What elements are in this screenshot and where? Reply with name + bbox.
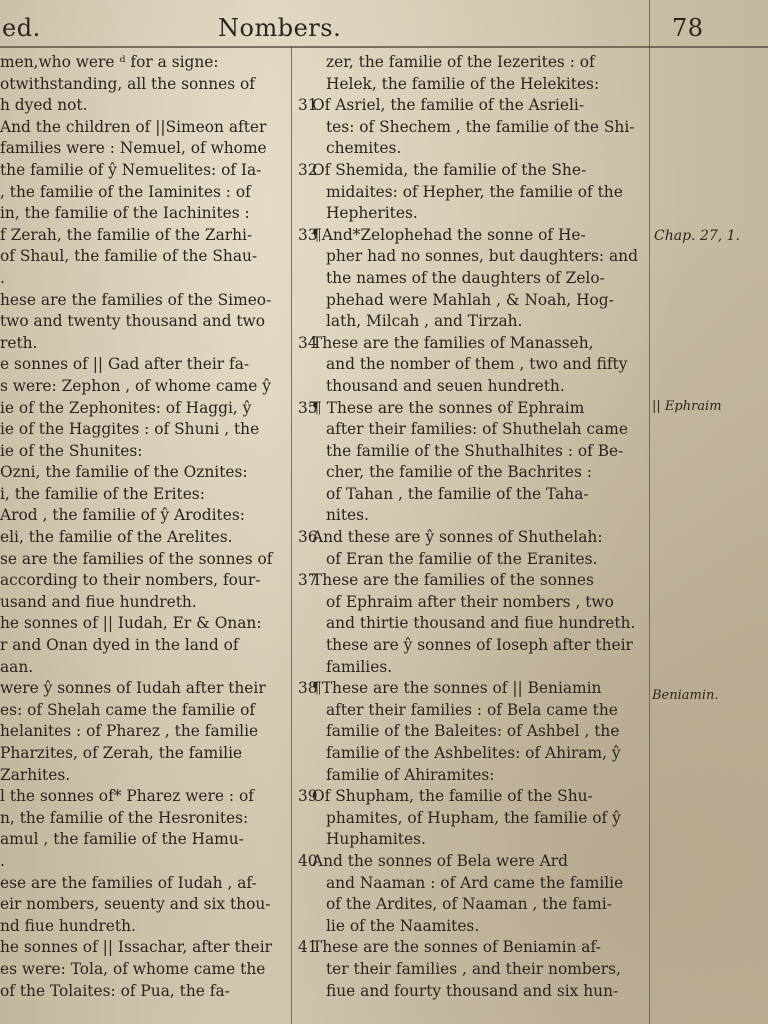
verse-text: lie of the Naamites.	[326, 916, 480, 935]
middle-column-line	[298, 398, 648, 420]
left-column-line: eli, the familie of the Arelites.	[0, 528, 233, 547]
verse-text: Of Shupham, the familie of the Shu-	[312, 787, 593, 806]
header-left-fragment: ed.	[2, 14, 41, 42]
verse-text: of Tahan , the familie of the Taha-	[326, 484, 589, 503]
margin-note-ephraim: || Ephraim	[652, 399, 722, 414]
middle-column-line	[298, 959, 648, 981]
middle-column-line	[298, 570, 648, 592]
left-column-line: es: of Shelah came the familie of	[0, 700, 256, 719]
left-column-line: hese are the families of the Simeo-	[0, 290, 272, 309]
left-column-line: amul , the familie of the Hamu-	[0, 830, 244, 849]
verse-text: these are ŷ sonnes of Ioseph after their	[326, 636, 633, 655]
middle-column-line	[298, 52, 648, 74]
verse-text: of Eran the familie of the Eranites.	[326, 549, 598, 568]
verse-text: These are the families of Manasseh,	[312, 333, 594, 352]
verse-text: fiue and fourty thousand and six hun-	[326, 981, 619, 1000]
verse-text: familie of Ahiramites:	[326, 765, 495, 784]
middle-column-line	[298, 657, 648, 679]
middle-column-line	[298, 376, 648, 398]
left-column-line: ie of the Haggites : of Shuni , the	[0, 420, 260, 439]
left-column-line: .	[0, 851, 5, 870]
verse-number: 40	[298, 851, 318, 870]
left-column-line: , the familie of the Iaminites : of	[0, 182, 251, 201]
left-column-line: .	[0, 268, 5, 287]
verse-text: These are the sonnes of Beniamin af-	[312, 938, 601, 957]
left-column-line: in, the familie of the Iachinites :	[0, 204, 250, 223]
page-number: 78	[672, 14, 704, 42]
verse-number: 35	[298, 398, 318, 417]
verse-text: Huphamites.	[326, 830, 426, 849]
verse-number: 32	[298, 160, 318, 179]
verse-number: 31	[298, 96, 318, 115]
left-column-line: r and Onan dyed in the land of	[0, 636, 239, 655]
left-column-line: men,who were ᵈ for a signe:	[0, 53, 219, 71]
left-column-line: n, the familie of the Hesronites:	[0, 808, 249, 827]
middle-column-line	[298, 74, 648, 96]
left-column-line: aan.	[0, 657, 34, 676]
left-column-line: families were : Nemuel, of whome	[0, 139, 267, 158]
left-column-line: f Zerah, the familie of the Zarhi-	[0, 225, 253, 244]
left-column-line: es were: Tola, of whome came the	[0, 959, 266, 978]
middle-column-line	[298, 246, 648, 268]
middle-column-line	[298, 678, 648, 700]
middle-column-line	[298, 311, 648, 333]
middle-column	[298, 52, 648, 1002]
middle-column-line	[298, 851, 648, 873]
left-column-line: Pharzites, of Zerah, the familie	[0, 744, 243, 762]
left-column-line: he sonnes of || Issachar, after their	[0, 938, 273, 957]
middle-column-line	[298, 182, 648, 204]
middle-column-line	[298, 786, 648, 808]
verse-text: ¶These are the sonnes of || Beniamin	[312, 679, 602, 698]
middle-column-line	[298, 138, 648, 160]
left-column-line: he sonnes of || Iudah, Er & Onan:	[0, 614, 262, 633]
left-column-line: otwithstanding, all the sonnes of	[0, 74, 255, 93]
middle-column-line	[298, 462, 648, 484]
middle-column-line	[298, 203, 648, 225]
verse-number: 34	[298, 333, 318, 352]
middle-column-line	[298, 743, 648, 765]
left-column-line: Arod , the familie of ŷ Arodites:	[0, 506, 245, 525]
middle-column-line	[298, 829, 648, 851]
left-column-line: And the children of ||Simeon after	[0, 117, 267, 136]
left-column-line: se are the families of the sonnes of	[0, 549, 273, 568]
left-column-line: of Shaul, the familie of the Shau-	[0, 247, 258, 266]
verse-text: And these are ŷ sonnes of Shuthelah:	[312, 528, 603, 547]
verse-text: of the Ardites, of Naaman , the fami-	[326, 895, 612, 914]
left-column-line: e sonnes of || Gad after their fa-	[0, 355, 250, 374]
verse-text: the names of the daughters of Zelo-	[326, 268, 605, 287]
verse-text: lath, Milcah , and Tirzah.	[326, 312, 523, 331]
middle-column-line	[298, 613, 648, 635]
verse-number: 36	[298, 528, 318, 547]
middle-column-line	[298, 290, 648, 312]
verse-text: and thirtie thousand and fiue hundreth.	[326, 614, 636, 633]
middle-column-line	[298, 484, 648, 506]
verse-text: chemites.	[326, 139, 402, 158]
middle-column-line	[298, 527, 648, 549]
verse-text: Of Shemida, the familie of the She-	[312, 160, 587, 179]
left-column-line: were ŷ sonnes of Iudah after their	[0, 679, 266, 698]
margin-note-chap: Chap. 27, 1.	[654, 228, 741, 244]
left-column-line: Zarhites.	[0, 765, 71, 784]
middle-column-line	[298, 700, 648, 722]
middle-column-line	[298, 354, 648, 376]
middle-column-line	[298, 721, 648, 743]
verse-text: and Naaman : of Ard came the familie	[326, 873, 624, 892]
verse-text: Of Asriel, the familie of the Asrieli-	[312, 96, 585, 115]
margin-divider	[649, 0, 650, 1024]
verse-number: 39	[298, 787, 318, 806]
left-column-line: l the sonnes of* Pharez were : of	[0, 787, 254, 806]
verse-text: and the nomber of them , two and fifty	[326, 355, 628, 374]
verse-text: familie of the Baleites: of Ashbel , the	[326, 722, 620, 741]
middle-column-line	[298, 592, 648, 614]
verse-text: phehad were Mahlah , & Noah, Hog-	[326, 290, 614, 309]
verse-text: phamites, of Hupham, the familie of ŷ	[326, 808, 621, 827]
verse-text: ¶And*Zelophehad the sonne of He-	[312, 225, 586, 244]
verse-text: familie of the Ashbelites: of Ahiram, ŷ	[326, 744, 621, 762]
middle-column-line	[298, 635, 648, 657]
verse-number: 38	[298, 679, 318, 698]
verse-text: the familie of the Shuthalhites : of Be-	[326, 441, 624, 460]
left-column-line: reth.	[0, 333, 38, 352]
middle-column-line	[298, 505, 648, 527]
left-column-line: ie of the Shunites:	[0, 441, 143, 460]
middle-column-line	[298, 549, 648, 571]
verse-text: nites.	[326, 506, 369, 525]
left-column-line: s were: Zephon , of whome came ŷ	[0, 376, 271, 395]
middle-column-line	[298, 937, 648, 959]
verse-text: pher had no sonnes, but daughters: and	[326, 247, 638, 266]
left-column-line: two and twenty thousand and two	[0, 312, 265, 331]
margin-note-beniamin: Beniamin.	[652, 688, 719, 703]
middle-column-line	[298, 894, 648, 916]
left-column-line: according to their nombers, four-	[0, 571, 261, 590]
middle-column-line	[298, 225, 648, 247]
left-column-line: the familie of ŷ Nemuelites: of Ia-	[0, 160, 262, 179]
left-column	[0, 52, 286, 1002]
verse-text: ¶ These are the sonnes of Ephraim	[312, 398, 585, 417]
middle-column-line	[298, 765, 648, 787]
verse-text: midaites: of Hepher, the familie of the	[326, 182, 623, 201]
verse-text: And the sonnes of Bela were Ard	[312, 851, 568, 870]
running-title: Nombers.	[218, 14, 342, 42]
verse-number: 33	[298, 225, 318, 244]
left-column-line: eir nombers, seuenty and six thou-	[0, 895, 271, 914]
verse-number: 41	[298, 938, 318, 957]
left-column-line: helanites : of Pharez , the familie	[0, 722, 259, 741]
verse-text: Helek, the familie of the Helekites:	[326, 74, 600, 93]
middle-column-line	[298, 441, 648, 463]
left-column-line: of the Tolaites: of Pua, the fa-	[0, 981, 230, 1000]
verse-text: after their families : of Bela came the	[326, 700, 618, 719]
column-divider	[291, 46, 292, 1024]
verse-text: ter their families , and their nombers,	[326, 959, 621, 978]
verse-text: zer, the familie of the Iezerites : of	[326, 53, 595, 71]
middle-column-line	[298, 981, 648, 1003]
verse-text: thousand and seuen hundreth.	[326, 376, 565, 395]
verse-text: after their families: of Shuthelah came	[326, 420, 628, 439]
middle-column-line	[298, 873, 648, 895]
verse-text: Hepherites.	[326, 204, 418, 223]
verse-text: cher, the familie of the Bachrites :	[326, 463, 592, 482]
left-column-line: Ozni, the familie of the Oznites:	[0, 463, 248, 482]
left-column-line: h dyed not.	[0, 96, 88, 115]
middle-column-line	[298, 808, 648, 830]
left-column-line: usand and fiue hundreth.	[0, 592, 197, 611]
verse-text: These are the families of the sonnes	[312, 571, 594, 590]
verse-number: 37	[298, 571, 318, 590]
middle-column-line	[298, 95, 648, 117]
verse-text: tes: of Shechem , the familie of the Shi-	[326, 117, 635, 136]
middle-column-line	[298, 160, 648, 182]
left-column-line: ie of the Zephonites: of Haggi, ŷ	[0, 398, 252, 417]
verse-text: of Ephraim after their nombers , two	[326, 592, 614, 611]
middle-column-line	[298, 268, 648, 290]
middle-column-line	[298, 916, 648, 938]
left-column-line: nd fiue hundreth.	[0, 916, 136, 935]
left-column-line: i, the familie of the Erites:	[0, 484, 205, 503]
middle-column-line	[298, 117, 648, 139]
middle-column-line	[298, 333, 648, 355]
middle-column-line	[298, 419, 648, 441]
verse-text: families.	[326, 657, 393, 676]
left-column-line: ese are the families of Iudah , af-	[0, 873, 257, 892]
header-rule	[0, 46, 768, 48]
